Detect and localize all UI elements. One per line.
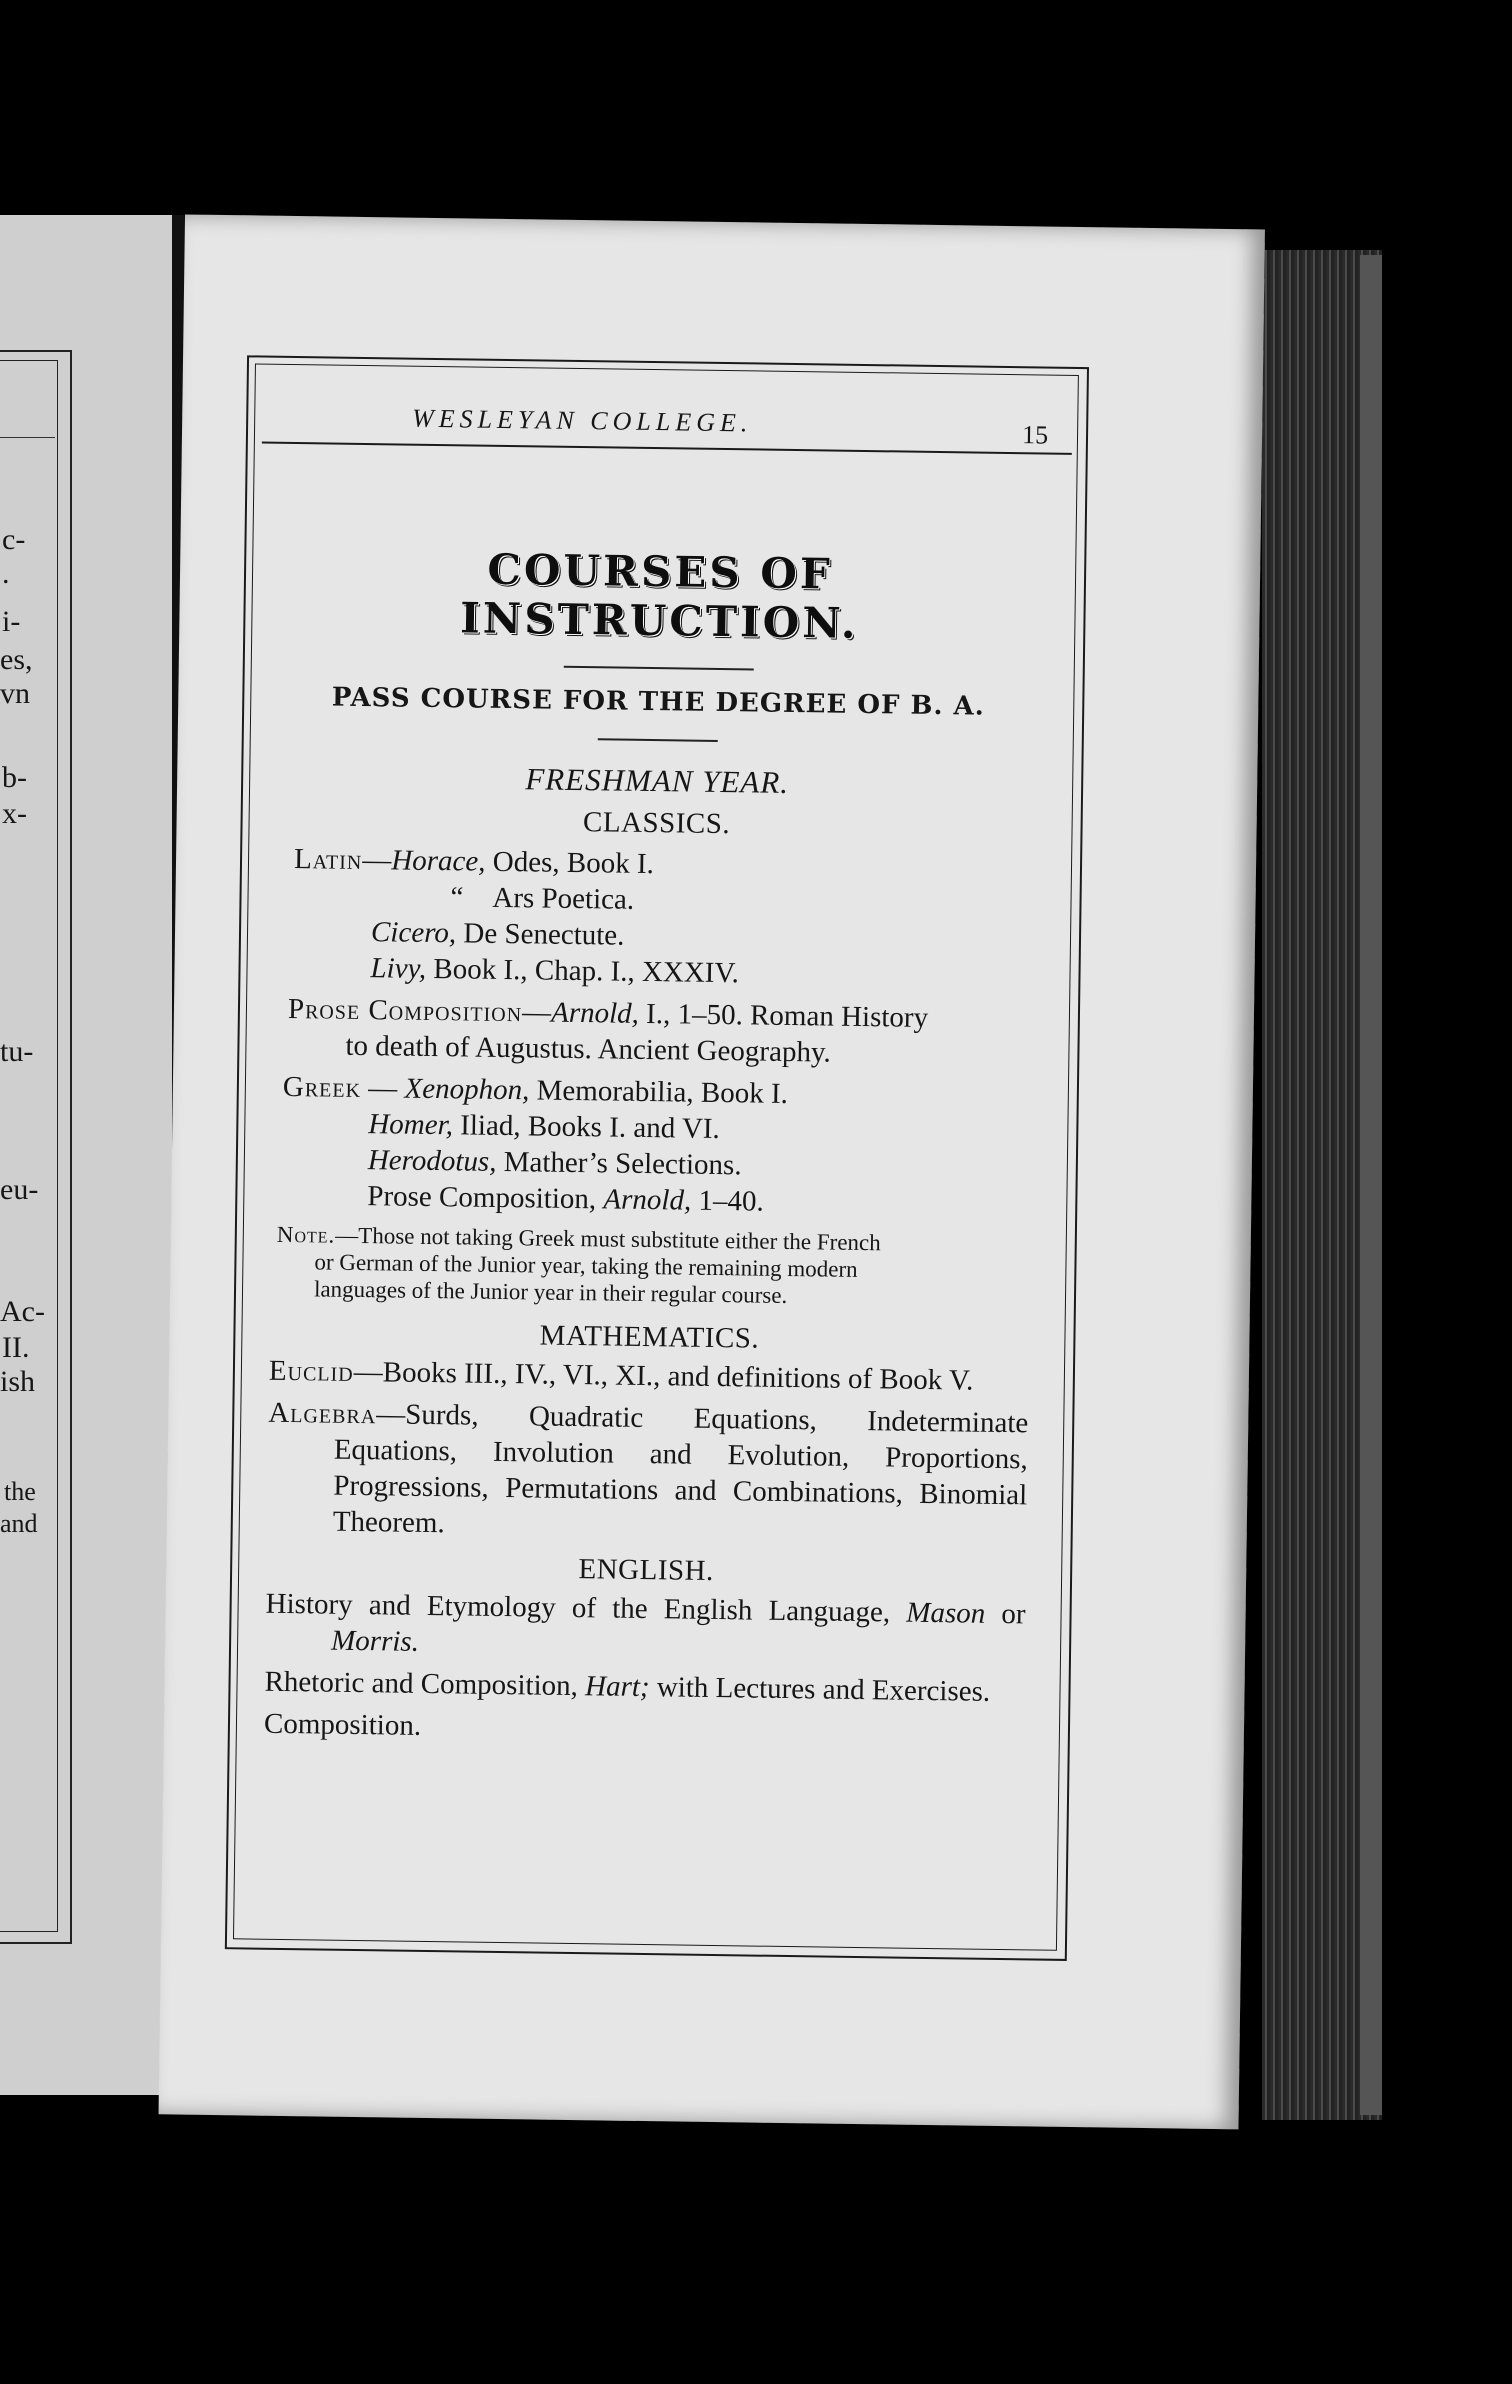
prose-label: Prose Composition	[287, 992, 523, 1029]
greek-dash: —	[360, 1072, 405, 1105]
latin-label: Latin	[293, 843, 363, 876]
greek-text: Prose Composition,	[367, 1180, 604, 1216]
greek-author: Herodotus,	[367, 1144, 497, 1178]
english-heading: ENGLISH.	[578, 1553, 715, 1587]
prose-dash: —	[521, 996, 552, 1029]
latin-dash: —	[362, 844, 392, 877]
page-edges-outer	[1360, 255, 1382, 2115]
left-fragment: Ac-	[0, 1295, 45, 1328]
greek-author: Homer,	[368, 1108, 454, 1142]
note-text: languages of the Junior year in their regular course.	[313, 1276, 788, 1308]
left-fragment: eu-	[0, 1173, 39, 1206]
note-text: or German of the Junior year, taking the remaining modern	[314, 1249, 858, 1282]
left-page-rule	[0, 437, 55, 438]
greek-text: Iliad, Books I. and VI.	[452, 1109, 721, 1146]
left-fragment: the	[4, 1477, 36, 1506]
algebra-entry	[267, 1395, 1029, 1550]
left-page-fragment	[0, 215, 172, 2095]
euclid-entry	[269, 1353, 1029, 1400]
greek-text: 1–40.	[690, 1184, 764, 1218]
latin-entry	[274, 841, 1036, 996]
algebra-label: Algebra	[268, 1396, 377, 1431]
euclid-label: Euclid	[268, 1354, 354, 1388]
english-text: Rhetoric and Composition,	[264, 1665, 586, 1703]
greek-author: Xenophon,	[404, 1072, 530, 1107]
prose-text: I., 1–50. Roman History	[638, 997, 929, 1034]
algebra-text: —Surds, Quadratic Equations, Indeterminate Equations, Involution and Evolution, Proportions, Progressions, Permutations and Combinations, Binomial Theorem.	[332, 1398, 1029, 1540]
latin-text: Odes, Book I.	[485, 845, 655, 881]
left-fragment: II.	[2, 1331, 30, 1364]
classics-heading: CLASSICS.	[582, 806, 731, 841]
latin-author: Horace,	[391, 844, 486, 878]
greek-entry	[271, 1069, 1033, 1224]
latin-author: Cicero,	[370, 916, 457, 950]
subtitle-rule	[598, 738, 718, 742]
left-fragment: ish	[0, 1365, 36, 1398]
note-label: Note.	[276, 1221, 336, 1248]
english-text: or	[985, 1597, 1026, 1631]
latin-text: De Senectute.	[455, 917, 625, 952]
left-fragment: i-	[2, 605, 21, 638]
left-fragment: x-	[2, 797, 27, 830]
left-fragment: c-	[2, 523, 26, 556]
english-item-history	[265, 1586, 1026, 1669]
left-fragment: b-	[2, 761, 27, 794]
greek-note	[270, 1221, 1031, 1313]
greek-label: Greek	[282, 1070, 362, 1105]
prose-author: Arnold,	[550, 996, 640, 1030]
english-author: Morris.	[330, 1624, 420, 1658]
page-title: COURSES OF INSTRUCTION.	[459, 544, 859, 648]
left-page-border-inner	[0, 360, 58, 1932]
year-heading: FRESHMAN YEAR.	[525, 761, 790, 800]
greek-text: Mather’s Selections.	[496, 1145, 742, 1182]
left-fragment: tu-	[0, 1035, 34, 1068]
course-subtitle: PASS COURSE FOR THE DEGREE OF B. A.	[331, 682, 985, 722]
ditto-mark: “	[450, 881, 464, 914]
left-fragment: and	[0, 1509, 38, 1538]
euclid-text: —Books III., IV., VI., XI., and definitions of Book V.	[353, 1355, 974, 1397]
prose-composition-entry	[273, 991, 1034, 1074]
english-text: History and Etymology of the English Language,	[265, 1587, 907, 1629]
running-head: WESLEYAN COLLEGE.	[411, 403, 753, 438]
english-author: Mason	[906, 1596, 986, 1630]
greek-author: Arnold,	[603, 1183, 692, 1217]
left-fragment: .	[2, 557, 10, 590]
latin-text: Book I., Chap. I., XXXIV.	[425, 952, 740, 990]
title-rule	[564, 666, 754, 671]
page-content	[264, 542, 1041, 1752]
greek-text: Memorabilia, Book I.	[529, 1074, 789, 1110]
page-number: 15	[1021, 420, 1049, 450]
english-author: Hart;	[584, 1670, 650, 1704]
latin-text: Ars Poetica.	[492, 881, 635, 916]
note-text: —Those not taking Greek must substitute either the French	[335, 1222, 881, 1256]
prose-continuation: to death of Augustus. Ancient Geography.	[345, 1029, 832, 1069]
mathematics-heading: MATHEMATICS.	[539, 1319, 760, 1355]
english-item-rhetoric	[264, 1664, 1024, 1711]
left-fragment: es,	[0, 643, 33, 676]
english-item-composition: Composition.	[263, 1707, 422, 1742]
book-page	[159, 214, 1265, 2129]
left-fragment: vn	[0, 677, 30, 710]
latin-author: Livy,	[370, 952, 427, 985]
english-text: with Lectures and Exercises.	[649, 1671, 991, 1708]
